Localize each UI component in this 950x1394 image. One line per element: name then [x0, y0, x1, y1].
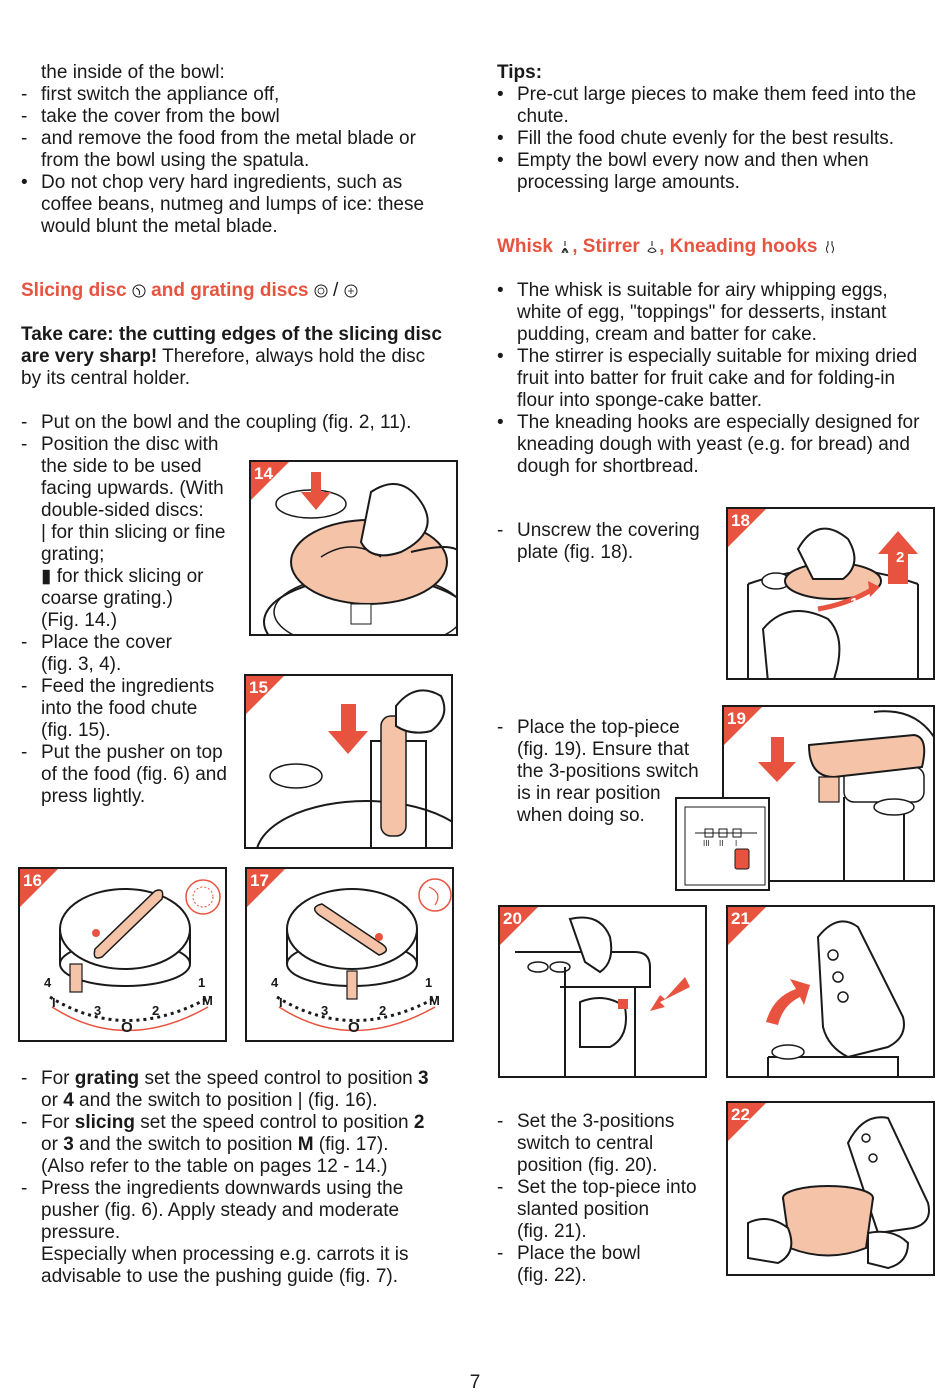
text-line — [497, 172, 937, 194]
figure-18 — [726, 507, 935, 680]
line-text: Fill the food chute evenly for the best results. — [517, 128, 895, 149]
figure-20-illustration — [500, 907, 707, 1078]
intro-text — [21, 62, 471, 238]
bullet-marker: • — [497, 346, 504, 367]
text-line — [497, 412, 937, 434]
dash-marker: - — [497, 1177, 504, 1198]
line-text: ▮ for thick slicing or — [41, 566, 204, 587]
text-line — [497, 1243, 727, 1265]
text-line — [21, 654, 471, 676]
dash-marker: - — [497, 520, 504, 541]
line-text: slanted position — [517, 1199, 650, 1220]
text-line — [497, 717, 717, 739]
line-text: (fig. 3, 4). — [41, 654, 122, 675]
line-text: The stirrer is especially suitable for mixing dried — [517, 346, 918, 367]
line-text: Pre-cut large pieces to make them feed into the — [517, 84, 917, 105]
line-text: Set the 3-positions — [517, 1111, 675, 1132]
text-line — [21, 412, 471, 434]
line-text: Position the disc with — [41, 434, 219, 455]
line-text: Put the pusher on top — [41, 742, 223, 763]
dial-label-2: 2 — [379, 1003, 387, 1018]
tips-block — [497, 62, 937, 194]
figure-15-number: 15 — [249, 678, 268, 697]
figure-21-illustration — [728, 907, 935, 1078]
fig18-arrow-1-label: 1 — [850, 595, 859, 612]
line-text: the inside of the bowl: — [41, 62, 225, 83]
line-text: Place the bowl — [517, 1243, 641, 1264]
heading-slicing-disc: Slicing disc — [21, 280, 127, 301]
text-line — [497, 302, 937, 324]
text-line — [497, 456, 937, 478]
step-switch-bowl — [497, 1111, 727, 1287]
text-line — [21, 128, 471, 150]
dial-label-1: 1 — [198, 975, 206, 990]
line-text: switch to central — [517, 1133, 654, 1154]
dial-label-o: O — [348, 1019, 360, 1036]
line-text: Set the top-piece into — [517, 1177, 697, 1198]
dash-marker: - — [21, 742, 28, 763]
text-line — [497, 1155, 727, 1177]
safety-warning — [21, 324, 471, 390]
bullet-marker: • — [497, 280, 504, 301]
line-text: take the cover from the bowl — [41, 106, 280, 127]
line-text: and remove the food from the metal blade or — [41, 128, 416, 149]
line-text: white of egg, "toppings" for desserts, instant — [517, 302, 887, 323]
dash-marker: - — [21, 84, 28, 105]
figure-18-number: 18 — [731, 511, 750, 530]
text-line — [497, 520, 717, 542]
kneading-hooks-icon — [823, 240, 837, 254]
warning-bold-sharp: are very sharp! — [21, 346, 158, 367]
text-line — [497, 1199, 727, 1221]
line-text: the side to be used — [41, 456, 202, 477]
text-line — [497, 368, 937, 390]
line-text: fruit into batter for fruit cake and for folding-in — [517, 368, 896, 389]
line-text: The whisk is suitable for airy whipping eggs, — [517, 280, 888, 301]
dash-marker: - — [497, 1243, 504, 1264]
line-text: processing large amounts. — [517, 172, 740, 193]
figure-14-illustration — [251, 462, 458, 636]
text-line — [497, 1111, 727, 1133]
line-text: (fig. 21). — [517, 1221, 587, 1242]
text-line — [497, 106, 937, 128]
line-text: of the food (fig. 6) and — [41, 764, 227, 785]
text-line — [497, 761, 717, 783]
line-text: when doing so. — [517, 805, 645, 826]
dial-label-4: 4 — [44, 975, 52, 990]
line-text: Place the cover — [41, 632, 172, 653]
dash-marker: - — [21, 412, 28, 433]
figure-22 — [726, 1101, 935, 1276]
dial-label-m: M — [429, 993, 440, 1008]
text-line — [497, 739, 717, 761]
line-text: chute. — [517, 106, 569, 127]
text-line — [497, 1265, 727, 1287]
whisk-heading: Whisk , Stirrer , Kneading hooks — [497, 236, 837, 258]
whisk-icon — [558, 240, 572, 254]
warning-rest: Therefore, always hold the disc — [157, 346, 426, 367]
figure-16 — [18, 867, 227, 1042]
line-text: into the food chute — [41, 698, 198, 719]
stirrer-icon — [645, 240, 659, 254]
text-line — [21, 106, 471, 128]
warning-line3: by its central holder. — [21, 368, 190, 389]
heading-separator: / — [333, 280, 339, 301]
page-number: 7 — [469, 1372, 481, 1393]
bullet-marker: • — [497, 150, 504, 171]
figure-19-switch-inset — [675, 797, 770, 891]
line-text: would blunt the metal blade. — [41, 216, 278, 237]
fig18-arrow-2-label: 2 — [896, 549, 905, 566]
dash-marker: - — [21, 128, 28, 149]
line-text: the 3-positions switch — [517, 761, 699, 782]
line-text: The kneading hooks are especially designed for — [517, 412, 920, 433]
text-line — [497, 128, 937, 150]
line-text: | for thin slicing or fine — [41, 522, 226, 543]
dial-label-3: 3 — [321, 1003, 329, 1018]
bullet-marker: • — [21, 172, 28, 193]
figure-22-illustration — [728, 1103, 935, 1276]
line-text: Do not chop very hard ingredients, such as — [41, 172, 403, 193]
line-text: plate (fig. 18). — [517, 542, 634, 563]
line-text: press lightly. — [41, 786, 146, 807]
figure-22-number: 22 — [731, 1105, 750, 1124]
line-text: is in rear position — [517, 783, 661, 804]
dash-marker: - — [21, 434, 28, 455]
dial-label-1: 1 — [425, 975, 433, 990]
line-text: (fig. 15). — [41, 720, 111, 741]
line-text: position (fig. 20). — [517, 1155, 658, 1176]
line-text: (fig. 19). Ensure that — [517, 739, 690, 760]
text-line — [21, 150, 471, 172]
text-line — [497, 346, 937, 368]
line-text: Feed the ingredients — [41, 676, 215, 697]
dash-marker: - — [497, 717, 504, 738]
line-text: coffee beans, nutmeg and lumps of ice: these — [41, 194, 425, 215]
tips-list — [497, 84, 937, 194]
line-text: (Fig. 14.) — [41, 610, 118, 631]
dial-label-3: 3 — [94, 1003, 102, 1018]
dial-label-o: O — [121, 1019, 133, 1036]
bullet-marker: • — [497, 128, 504, 149]
line-text: flour into sponge-cake batter. — [517, 390, 763, 411]
line-text: pudding, cream and batter for cake. — [517, 324, 817, 345]
text-line — [497, 390, 937, 412]
text-line — [21, 216, 471, 238]
figure-17-number: 17 — [250, 871, 269, 890]
warning-bold-line: Take care: the cutting edges of the slicing disc — [21, 324, 442, 345]
speed-steps: - For grating set the speed control to position 3 or 4 and the switch to position | (fig. 16). - For slicing set the speed control to position 2 or 3 and the switch to position M (fig. 17). (Also refer to the table on pages 12 - 14.) - Press the ingredients downwards using the pusher (fig. 6). Apply steady and moderate pressure. Especially when processing e.g. carrots it is advisable to use the pushing guide (fig. 7). — [21, 1068, 429, 1287]
figure-14 — [249, 460, 458, 636]
figure-15 — [244, 674, 453, 849]
line-text: coarse grating.) — [41, 588, 174, 609]
line-text: Empty the bowl every now and then when — [517, 150, 869, 171]
text-line — [497, 324, 937, 346]
line-text: Place the top-piece — [517, 717, 680, 738]
tips-title: Tips: — [497, 62, 543, 83]
figure-20 — [498, 905, 707, 1078]
figure-21 — [726, 905, 935, 1078]
line-text: (fig. 22). — [517, 1265, 587, 1286]
text-line — [21, 84, 471, 106]
grating-disc-fine-icon — [314, 284, 328, 298]
figure-18-illustration — [728, 509, 935, 680]
figure-19-number: 19 — [727, 709, 746, 728]
heading-grating-discs: and grating discs — [151, 280, 309, 301]
line-text: from the bowl using the spatula. — [41, 150, 310, 171]
dial-label-bar: I — [279, 995, 283, 1010]
figure-14-number: 14 — [254, 464, 273, 483]
text-line — [497, 280, 937, 302]
line-text: facing upwards. (With — [41, 478, 224, 499]
figure-20-number: 20 — [503, 909, 522, 928]
text-line — [497, 434, 937, 456]
text-line — [497, 84, 937, 106]
text-line — [21, 62, 471, 84]
switch-label-i: I — [735, 839, 738, 848]
figure-15-illustration — [246, 676, 453, 849]
line-text: Put on the bowl and the coupling (fig. 2, 11). — [41, 412, 412, 433]
dash-marker: - — [497, 1111, 504, 1132]
switch-label-ii: II — [719, 839, 724, 848]
slicing-grating-heading — [21, 280, 358, 302]
line-text: first switch the appliance off, — [41, 84, 280, 105]
line-text: double-sided discs: — [41, 500, 204, 521]
figure-17 — [245, 867, 454, 1042]
bullet-marker: • — [497, 84, 504, 105]
line-text: kneading dough with yeast (e.g. for bread) and — [517, 434, 910, 455]
dial-label-m: M — [202, 993, 213, 1008]
dial-label-bar: I — [52, 995, 56, 1010]
figure-21-number: 21 — [731, 909, 750, 928]
bullet-marker: • — [497, 412, 504, 433]
attachment-uses — [497, 280, 937, 478]
dial-label-4: 4 — [271, 975, 279, 990]
figure-17-dial — [247, 869, 454, 1042]
figure-16-number: 16 — [23, 871, 42, 890]
switch-inset-illustration — [677, 799, 770, 891]
text-line — [497, 1221, 727, 1243]
grating-disc-coarse-icon — [344, 284, 358, 298]
text-line — [21, 194, 471, 216]
dial-label-2: 2 — [152, 1003, 160, 1018]
switch-label-iii: III — [703, 839, 710, 848]
text-line — [497, 1177, 727, 1199]
figure-16-dial — [20, 869, 227, 1042]
dash-marker: - — [21, 106, 28, 127]
text-line — [497, 1133, 727, 1155]
line-text: grating; — [41, 544, 105, 565]
step-unscrew — [497, 520, 717, 564]
line-text: dough for shortbread. — [517, 456, 699, 477]
text-line — [497, 150, 937, 172]
text-line — [21, 172, 471, 194]
slicing-disc-icon — [132, 284, 146, 298]
dash-marker: - — [21, 676, 28, 697]
text-line — [497, 542, 717, 564]
dash-marker: - — [21, 632, 28, 653]
text-line — [21, 434, 471, 456]
line-text: Unscrew the covering — [517, 520, 700, 541]
